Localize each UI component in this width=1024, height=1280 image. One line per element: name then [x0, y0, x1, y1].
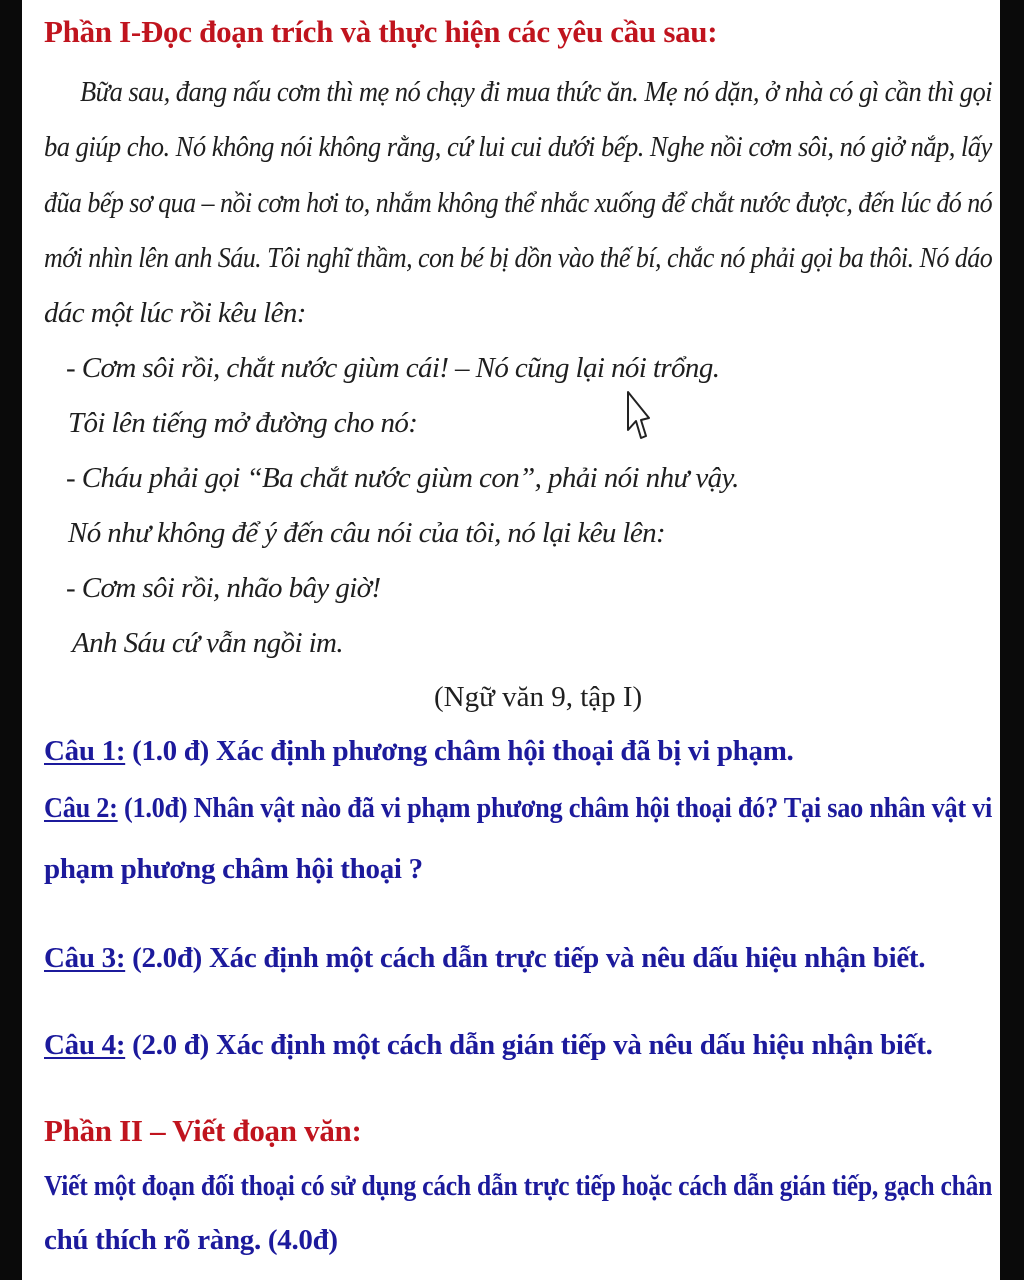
question-2 [44, 792, 992, 825]
passage-line: - Cháu phải gọi “Ba chắt nước giùm con”, phải nói như vậy. [66, 462, 739, 494]
question-text: (1.0đ) Nhân vật nào đã vi phạm phương châm hội thoại đó? Tại sao nhân vật vi [117, 792, 993, 824]
question-4 [44, 1029, 933, 1062]
question-3 [44, 942, 925, 975]
question-text: (2.0đ) Xác định một cách dẫn trực tiếp và nêu dấu hiệu nhận biết. [125, 942, 926, 974]
document-page [22, 0, 1000, 1280]
passage-line: mới nhìn lên anh Sáu. Tôi nghĩ thầm, con bé bị dồn vào thế bí, chắc nó phải gọi ba thôi. Nó dáo [44, 242, 993, 274]
question-label: Câu 4: [44, 1029, 126, 1061]
question-label: Câu 2: [44, 792, 118, 824]
passage-line: đũa bếp sơ qua – nồi cơm hơi to, nhắm không thể nhắc xuống để chắt nước được, đến lúc đó nó [44, 187, 993, 219]
question-1 [44, 735, 794, 768]
question-label: Câu 3: [44, 942, 126, 974]
task-line: chú thích rõ ràng. (4.0đ) [44, 1224, 338, 1256]
question-2-continuation: phạm phương châm hội thoại ? [44, 853, 423, 885]
question-text: (1.0 đ) Xác định phương châm hội thoại đã bị vi phạm. [125, 735, 794, 767]
question-text: (2.0 đ) Xác định một cách dẫn gián tiếp và nêu dấu hiệu nhận biết. [125, 1029, 933, 1061]
passage-line: ba giúp cho. Nó không nói không rằng, cứ lui cui dưới bếp. Nghe nồi cơm sôi, nó giở nắp, lấy [44, 131, 992, 163]
passage-line: - Cơm sôi rồi, nhão bây giờ! [66, 572, 381, 604]
passage-line: Tôi lên tiếng mở đường cho nó: [68, 407, 418, 439]
passage-line: Anh Sáu cứ vẫn ngồi im. [72, 627, 344, 659]
mouse-pointer-icon [626, 390, 650, 442]
passage-line: dác một lúc rồi kêu lên: [44, 297, 306, 329]
part2-heading: Phần II – Viết đoạn văn: [44, 1113, 362, 1148]
part1-heading: Phần I-Đọc đoạn trích và thực hiện các yêu cầu sau: [44, 14, 718, 49]
task-line: Viết một đoạn đối thoại có sử dụng cách dẫn trực tiếp hoặc cách dẫn gián tiếp, gạch chân [44, 1170, 993, 1202]
source-citation: (Ngữ văn 9, tập I) [434, 681, 643, 713]
passage-line: - Cơm sôi rồi, chắt nước giùm cái! – Nó cũng lại nói trổng. [66, 352, 720, 384]
passage-line: Nó như không để ý đến câu nói của tôi, nó lại kêu lên: [68, 517, 666, 549]
passage-line: Bữa sau, đang nấu cơm thì mẹ nó chạy đi mua thức ăn. Mẹ nó dặn, ở nhà có gì cần thì gọi [80, 76, 993, 108]
question-label: Câu 1: [44, 735, 126, 767]
